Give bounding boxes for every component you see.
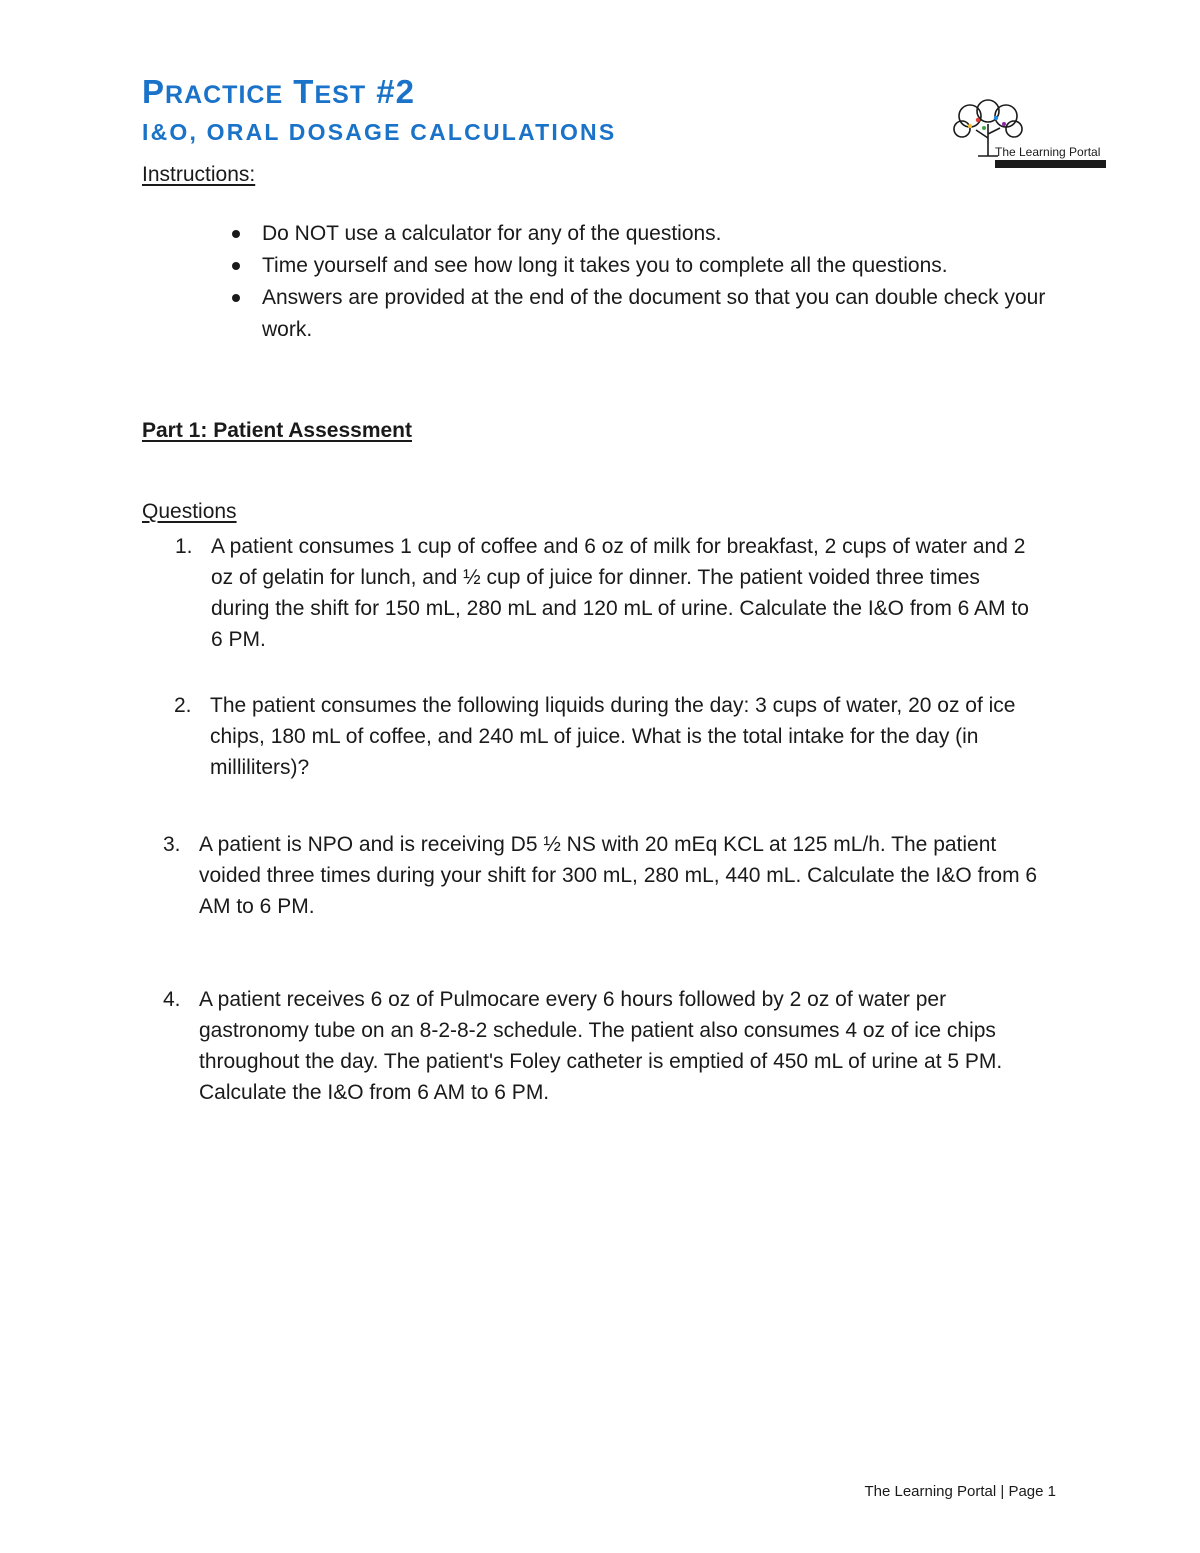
question-item: [174, 690, 1060, 783]
questions-label: Questions: [142, 500, 237, 523]
question-number: 1.: [175, 535, 193, 558]
page-title: [142, 72, 415, 115]
part-1-heading: Part 1: Patient Assessment: [142, 419, 412, 442]
list-item: [230, 218, 1050, 250]
page-subtitle: I&O, ORAL DOSAGE CALCULATIONS: [142, 119, 617, 145]
title-letter-p: P: [142, 73, 166, 110]
list-item: [230, 282, 1050, 346]
list-item: [230, 250, 1050, 282]
bullet-icon: [232, 294, 240, 302]
question-text: A patient consumes 1 cup of coffee and 6 oz of milk for breakfast, 2 cups of water and 2 oz of gelatin for lunch, and ½ cup of juice for dinner. The patient voided three times during the shift for 150 mL, 280 mL and 120 mL of urine. Calculate the I&O from 6 AM to 6 PM.: [211, 535, 1029, 651]
bullet-icon: [232, 230, 240, 238]
question-text: The patient consumes the following liquids during the day: 3 cups of water, 20 oz of ice chips, 180 mL of coffee, and 240 mL of juice. What is the total intake for the day (in milliliters)?: [210, 694, 1016, 779]
question-number: 3.: [163, 833, 181, 856]
question-text: A patient is NPO and is receiving D5 ½ NS with 20 mEq KCL at 125 mL/h. The patient voided three times during your shift for 300 mL, 280 mL, 440 mL. Calculate the I&O from 6 AM to 6 PM.: [199, 833, 1038, 918]
instruction-text: Do NOT use a calculator for any of the questions.: [262, 222, 722, 245]
instruction-text: Answers are provided at the end of the document so that you can double check your work.: [262, 286, 1046, 341]
title-word-ractice: RACTICE: [165, 81, 284, 109]
title-letter-t: T: [293, 73, 315, 110]
instructions-label: Instructions:: [142, 163, 256, 186]
title-word-est: EST: [314, 81, 367, 109]
logo-brand-text: The Learning Portal: [995, 145, 1101, 159]
question-number: 2.: [174, 694, 192, 717]
page-footer: The Learning Portal | Page 1: [864, 1483, 1056, 1500]
learning-portal-logo: [948, 98, 1108, 172]
question-number: 4.: [163, 988, 181, 1011]
question-item: [175, 531, 1031, 655]
question-item: [163, 984, 1049, 1108]
question-item: [163, 829, 1049, 922]
instructions-list: [230, 218, 1050, 346]
bullet-icon: [232, 262, 240, 270]
question-text: A patient receives 6 oz of Pulmocare every 6 hours followed by 2 oz of water per gastronomy tube on an 8-2-8-2 schedule. The patient also consumes 4 oz of ice chips throughout the day. The patient's Foley catheter is emptied of 450 mL of urine at 5 PM. Calculate the I&O from 6 AM to 6 PM.: [199, 988, 1003, 1104]
instruction-text: Time yourself and see how long it takes you to complete all the questions.: [262, 254, 948, 277]
title-number: #2: [376, 73, 415, 110]
